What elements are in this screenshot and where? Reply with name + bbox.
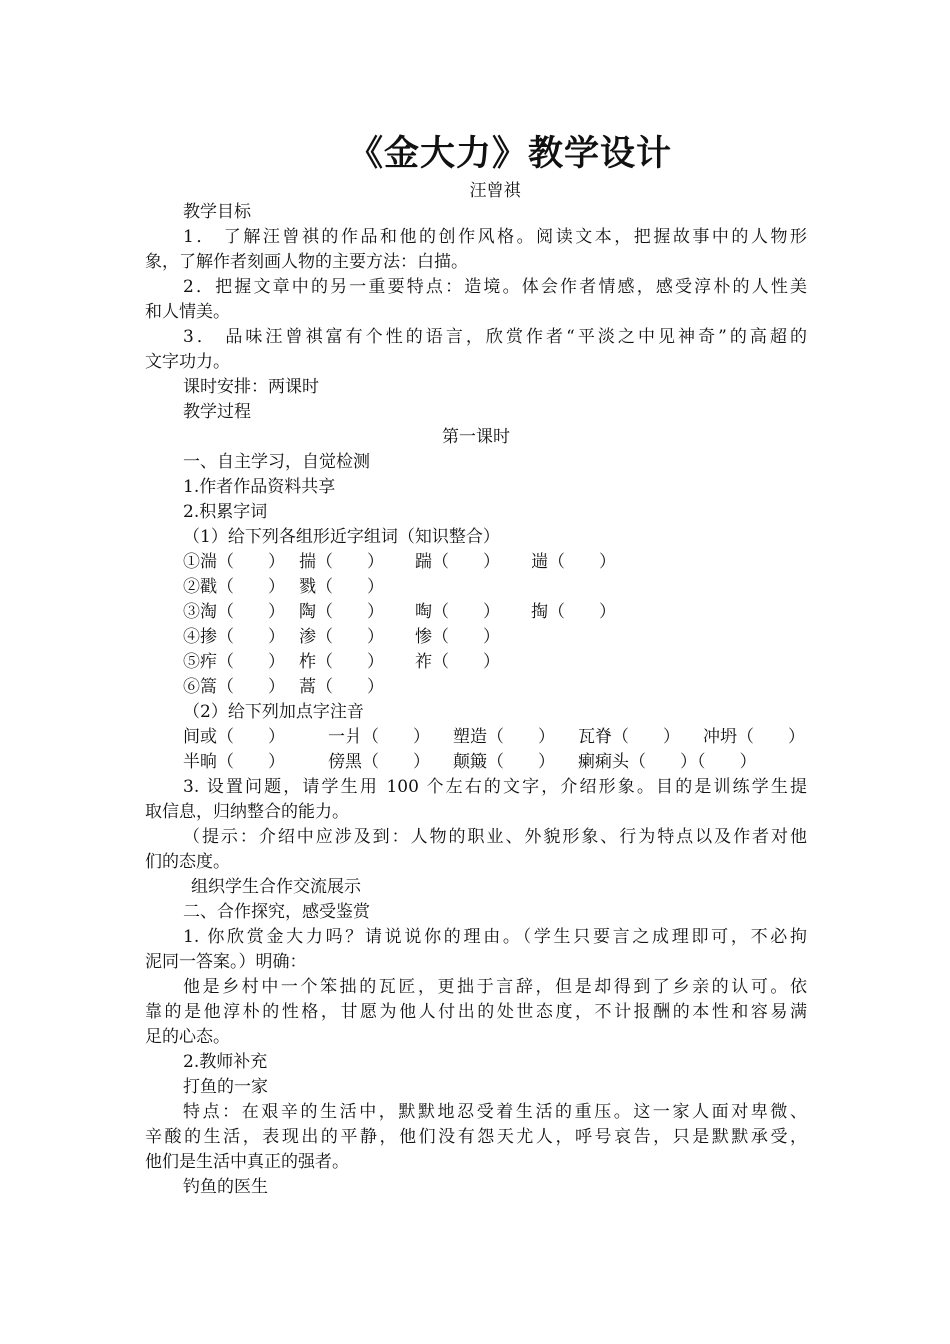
char-group-row [145, 650, 807, 675]
goal-3-line-1: 3． 品味汪曾祺富有个性的语言，欣赏作者“平淡之中见神奇”的高超的 [183, 327, 807, 347]
char-group-cell: ③淘（ ） [183, 602, 285, 622]
supplement-heading: 2.教师补充 [183, 1052, 268, 1072]
char-group-row [145, 675, 807, 700]
char-group-cell: 啕（ ） [415, 602, 500, 622]
question-1-line-1: 1. 你欣赏金大力吗？请说说你的理由。（学生只要言之成理即可，不必拘 [183, 927, 807, 947]
exercise-1-heading: （1）给下列各组形近字组词（知识整合） [183, 527, 500, 547]
pinyin-cell: 傍黑（ ） [328, 752, 430, 772]
pinyin-cell: 瓦脊（ ） [578, 727, 680, 747]
char-group-cell: 蒿（ ） [299, 677, 384, 697]
document-body [145, 200, 807, 1200]
pinyin-cell: 一爿（ ） [328, 727, 430, 747]
pinyin-cell: 瘌痢头（ ）（ ） [578, 752, 757, 772]
part1-item-3-line-1: 3. 设置问题，请学生用 100 个左右的文字，介绍形象。目的是训练学生提 [183, 777, 807, 797]
char-group-cell: 遄（ ） [531, 552, 616, 572]
char-group-row [145, 625, 807, 650]
pinyin-cell: 半晌（ ） [183, 752, 285, 772]
goals-heading: 教学目标 [183, 202, 251, 222]
question-1-line-2: 泥同一答案。）明确： [145, 952, 307, 972]
pinyin-row [145, 725, 807, 750]
char-group-cell: 渗（ ） [299, 627, 384, 647]
part1-heading: 一、自主学习，自觉检测 [183, 452, 370, 472]
pinyin-cell: 间或（ ） [183, 727, 285, 747]
organize-line: 组织学生合作交流展示 [191, 877, 361, 897]
part1-item-1: 1.作者作品资料共享 [183, 477, 336, 497]
char-group-row [145, 550, 807, 575]
goal-1-line-2: 象，了解作者刻画人物的主要方法：白描。 [145, 252, 468, 272]
answer-line-2: 靠的是他淳朴的性格，甘愿为他人付出的处世态度，不计报酬的本性和容易满 [145, 1002, 807, 1022]
part2-heading: 二、合作探究，感受鉴赏 [183, 902, 370, 922]
author-name: 汪曾祺 [469, 181, 521, 201]
goal-1-line-1: 1． 了解汪曾祺的作品和他的创作风格。阅读文本，把握故事中的人物形 [183, 227, 807, 247]
char-group-cell: ①湍（ ） [183, 552, 285, 572]
char-group-cell: 戮（ ） [299, 577, 384, 597]
part1-item-2: 2.积累字词 [183, 502, 268, 522]
char-group-cell: ②戳（ ） [183, 577, 285, 597]
char-group-row [145, 600, 807, 625]
process-heading: 教学过程 [183, 402, 251, 422]
exercise-2-heading: （2）给下列加点字注音 [183, 702, 364, 722]
char-group-cell: ⑥篙（ ） [183, 677, 285, 697]
char-group-cell: 掏（ ） [531, 602, 616, 622]
goal-2-line-2: 和人情美。 [145, 302, 230, 322]
pinyin-cell: 冲坍（ ） [703, 727, 805, 747]
pinyin-cell: 颠簸（ ） [453, 752, 555, 772]
goal-3-line-2: 文字功力。 [145, 352, 230, 372]
char-group-cell: 踹（ ） [415, 552, 500, 572]
part1-item-3-line-2: 取信息，归纳整合的能力。 [145, 802, 349, 822]
answer-line-3: 足的心态。 [145, 1027, 230, 1047]
pinyin-row [145, 750, 807, 775]
schedule-line: 课时安排：两课时 [183, 377, 319, 397]
hint-line-2: 们的态度。 [145, 852, 230, 872]
lesson-heading: 第一课时 [442, 427, 510, 447]
char-group-cell: 惨（ ） [415, 627, 500, 647]
feature-line-3: 他们是生活中真正的强者。 [145, 1152, 349, 1172]
fish-family-heading: 打鱼的一家 [183, 1077, 268, 1097]
hint-line-1: （提示：介绍中应涉及到：人物的职业、外貌形象、行为特点以及作者对他 [183, 827, 807, 847]
char-group-cell: 陶（ ） [299, 602, 384, 622]
char-group-cell: 祚（ ） [415, 652, 500, 672]
char-group-cell: ④掺（ ） [183, 627, 285, 647]
feature-line-1: 特点：在艰辛的生活中，默默地忍受着生活的重压。这一家人面对卑微、 [183, 1102, 807, 1122]
feature-line-2: 辛酸的生活，表现出的平静，他们没有怨天尤人，呼号哀告，只是默默承受， [145, 1127, 807, 1147]
page-title: 《金大力》教学设计 [347, 133, 672, 174]
char-group-row [145, 575, 807, 600]
answer-line-1: 他是乡村中一个笨拙的瓦匠，更拙于言辞，但是却得到了乡亲的认可。依 [183, 977, 807, 997]
char-group-cell: 柞（ ） [299, 652, 384, 672]
char-group-cell: ⑤痄（ ） [183, 652, 285, 672]
goal-2-line-1: 2．把握文章中的另一重要特点：造境。体会作者情感，感受淳朴的人性美 [183, 277, 807, 297]
doctor-heading: 钓鱼的医生 [183, 1177, 268, 1197]
pinyin-cell: 塑造（ ） [453, 727, 555, 747]
char-group-cell: 揣（ ） [299, 552, 384, 572]
